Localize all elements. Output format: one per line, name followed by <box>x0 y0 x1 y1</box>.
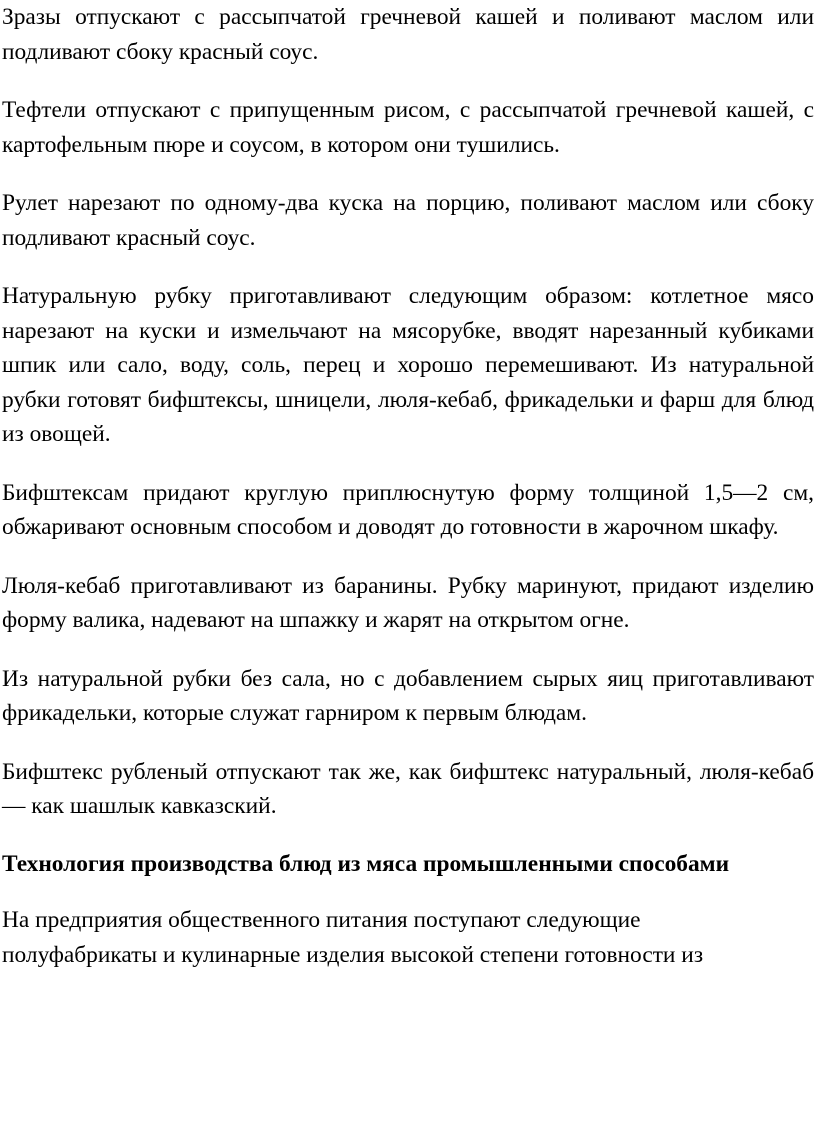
paragraph-rulet: Рулет нарезают по одному-два куска на порцию, поливают маслом или сбоку подливают красный соус. <box>2 190 814 251</box>
paragraph-zrazy: Зразы отпускают с рассыпчатой гречневой кашей и поливают маслом или подливают сбоку красный соус. <box>2 4 814 65</box>
paragraph-tefteli: Тефтели отпускают с припущенным рисом, с рассыпчатой гречневой кашей, с картофельным пюре и соусом, в котором они тушились. <box>2 97 814 158</box>
paragraph-frikadelki: Из натуральной рубки без сала, но с добавлением сырых яиц приготавливают фрикадельки, которые служат гарниром к первым блюдам. <box>2 665 814 726</box>
paragraph-naturalnaya-rubka: Натуральную рубку приготавливают следующим образом: котлетное мясо нарезают на куски и измельчают на мясорубке, вводят нарезанный кубиками шпик или сало, воду, соль, перец и хорошо перемешивают. Из натуральной рубки готовят бифштексы, шницели, люля-кебаб, фрикадельки и фарш для блюд из овощей. <box>2 283 814 447</box>
paragraph-polufabrikaty-line-2: полуфабрикаты и кулинарные изделия высокой степени готовности из <box>2 941 704 968</box>
paragraph-bifshteks-rublenyi: Бифштекс рубленый отпускают так же, как бифштекс натуральный, люля-кебаб — как шашлык кавказский. <box>2 758 814 819</box>
paragraph-polufabrikaty-line-1: На предприятия общественного питания поступают следующие <box>2 907 641 933</box>
section-heading: Технология производства блюд из мяса промышленными способами <box>2 850 730 877</box>
paragraph-polufabrikaty <box>2 903 814 972</box>
paragraph-bifshteksy: Бифштексам придают круглую приплюснутую форму толщиной 1,5—2 см, обжаривают основным способом и доводят до готовности в жарочном шкафу. <box>2 479 814 540</box>
paragraph-lyulya-kebab: Люля-кебаб приготавливают из баранины. Рубку маринуют, придают изделию форму валика, надевают на шпажку и жарят на открытом огне. <box>2 572 814 633</box>
